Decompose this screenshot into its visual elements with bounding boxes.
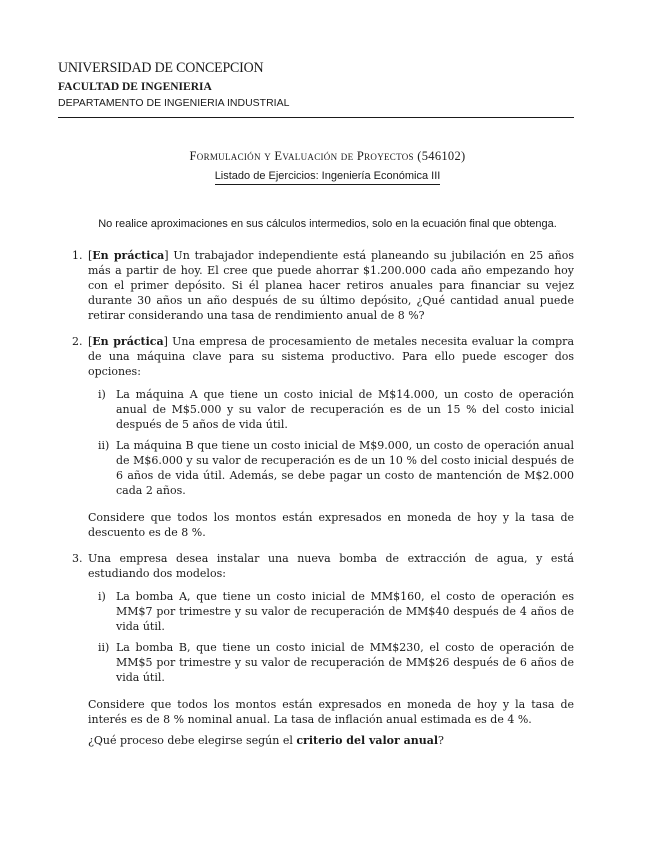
exercise-list [58, 248, 574, 748]
option-item [58, 387, 574, 432]
option-text: La máquina B que tiene un costo inicial de M$9.000, un costo de operación anual de M$6.000 y su valor de recuperación es de un 10 % del costo inicial después de 6 años de vida útil. Además, se debe pagar un costo de mantención de M$2.000 cada 2 años. [116, 439, 574, 497]
exercise-3 [58, 551, 574, 581]
exercise-2 [58, 334, 574, 379]
option-text: La bomba A, que tiene un costo inicial de MM$160, el costo de operación es MM$7 por trimestre y su valor de recuperación de MM$40 después de 4 años de vida útil. [116, 590, 574, 633]
department-name: DEPARTAMENTO DE INGENIERIA INDUSTRIAL [58, 97, 290, 109]
instructions-notice: No realice aproximaciones en sus cálculos intermedios, solo en la ecuación final que obtenga. [98, 218, 557, 230]
option-label: i) [98, 388, 106, 401]
practice-tag: En práctica [92, 335, 164, 348]
exercise-list-subtitle: Listado de Ejercicios: Ingeniería Económica III [215, 169, 441, 185]
exercise-number: 2. [72, 335, 83, 348]
exercise-text: [En práctica] Un trabajador independiente está planeando su jubilación en 25 años más a partir de hoy. El cree que puede ahorrar $1.200.000 cada año empezando hoy con el primer depósito. Si él planea hacer retiros anuales para financiar su vejez durante 30 años un año después de su último depósito, ¿Qué cantidad anual puede retirar considerando una tasa de rendimiento anual de 8 %? [88, 249, 575, 322]
exercise-number: 3. [72, 552, 83, 565]
institution-header [58, 60, 289, 110]
exercise-2-options [58, 387, 574, 498]
header-divider [58, 117, 574, 118]
note-text: Considere que todos los montos están expresados en moneda de hoy y la tasa de interés es de 8 % nominal anual. La tasa de inflación anual estimada es de 4 %. [88, 698, 574, 726]
option-label: i) [98, 590, 106, 603]
option-label: ii) [98, 641, 110, 654]
document-title [0, 148, 655, 185]
exercise-1 [58, 248, 574, 323]
exercise-text: Una empresa desea instalar una nueva bomba de extracción de agua, y está estudiando dos modelos: [88, 552, 574, 580]
exercise-3-note [58, 697, 574, 748]
option-item [58, 640, 574, 685]
option-label: ii) [98, 439, 110, 452]
exercise-text: [En práctica] Una empresa de procesamiento de metales necesita evaluar la compra de una máquina clave para su sistema productivo. Para ello puede escoger dos opciones: [88, 335, 575, 378]
option-item [58, 589, 574, 634]
university-name: UNIVERSIDAD DE CONCEPCION [58, 60, 264, 76]
exercise-number: 1. [72, 249, 83, 262]
exercise-3-options [58, 589, 574, 685]
criterion-emphasis: criterio del valor anual [296, 734, 439, 747]
option-item [58, 438, 574, 498]
option-text: La máquina A que tiene un costo inicial de M$14.000, un costo de operación anual de M$5.000 y su valor de recuperación es de un 15 % del costo inicial después de 5 años de vida útil. [116, 388, 574, 431]
practice-tag: En práctica [92, 249, 165, 262]
faculty-name: FACULTAD DE INGENIERIA [58, 81, 212, 93]
exercise-2-note [58, 510, 574, 540]
option-text: La bomba B, que tiene un costo inicial de MM$230, el costo de operación de MM$5 por trimestre y su valor de recuperación de MM$26 después de 6 años de vida útil. [116, 641, 574, 684]
question-text: ¿Qué proceso debe elegirse según el criterio del valor anual? [88, 734, 444, 747]
course-title: Formulación y Evaluación de Proyectos (546102) [189, 149, 466, 163]
note-text: Considere que todos los montos están expresados en moneda de hoy y la tasa de descuento es de 8 %. [88, 511, 574, 539]
